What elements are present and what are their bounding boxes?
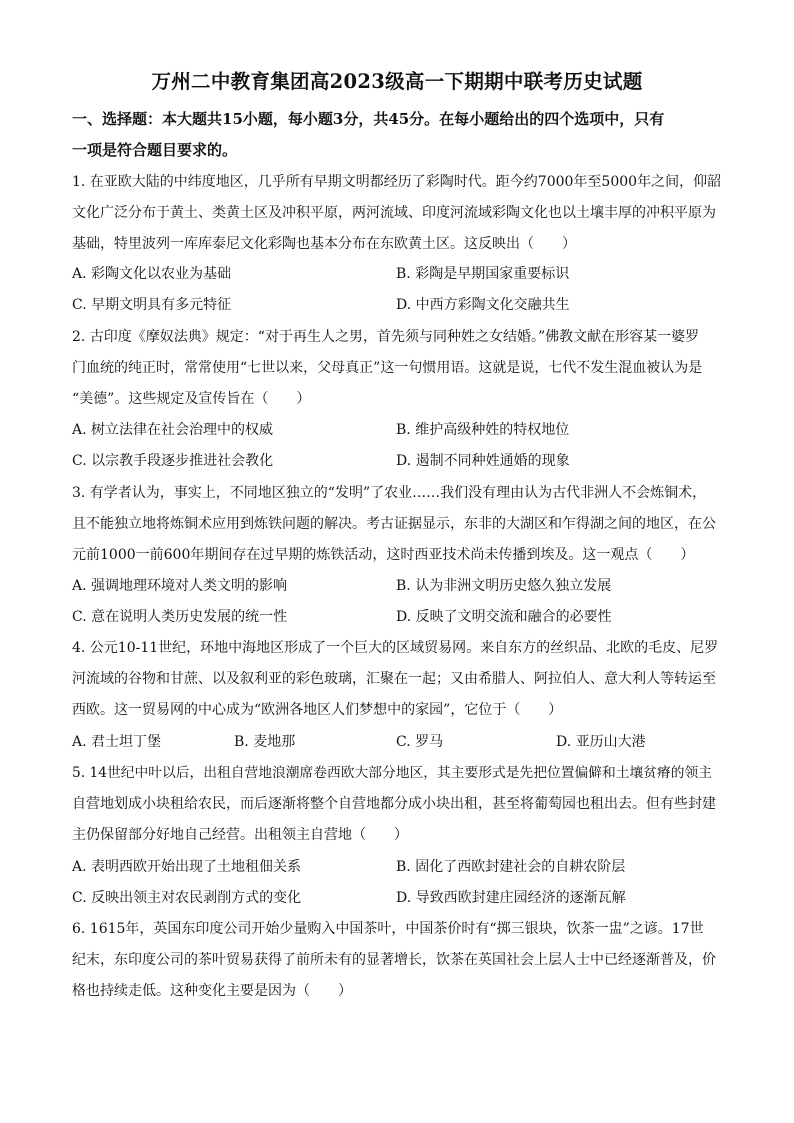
question-2-option-d: D. 遏制不同种姓通婚的现象 <box>396 453 570 469</box>
question-4-option-a: A. 君士坦丁堡 <box>72 734 162 750</box>
question-3-option-d: D. 反映了文明交流和融合的必要性 <box>396 609 612 625</box>
question-5-text-line-1: 5. 14世纪中叶以后，出租自营地浪潮席卷西欧大部分地区，其主要形式是先把位置偏僻和土壤贫瘠的领主 <box>72 765 712 781</box>
question-1-option-a: A. 彩陶文化以农业为基础 <box>72 266 232 282</box>
question-2-option-a: A. 树立法律在社会治理中的权威 <box>72 422 274 438</box>
question-6-text-line-1: 6. 1615年，英国东印度公司开始少量购入中国茶叶，中国茶价时有“掷三银块，饮茶一盅”之谚。17世 <box>72 921 704 937</box>
question-1-option-d: D. 中西方彩陶文化交融共生 <box>396 297 570 313</box>
question-3-option-b: B. 认为非洲文明历史悠久独立发展 <box>396 578 612 594</box>
question-4-text-line-1: 4. 公元10-11世纪，环地中海地区形成了一个巨大的区域贸易网。来自东方的丝织品、北欧的毛皮、尼罗 <box>72 640 719 656</box>
question-1-text-line-3: 基础，特里波列一库库泰尼文化彩陶也基本分布在东欧黄土区。这反映出（ ） <box>72 236 576 252</box>
question-1-option-c: C. 早期文明具有多元特征 <box>72 297 232 313</box>
question-5-text-line-3: 主仍保留部分好地自己经营。出租领主自营地（ ） <box>72 827 408 843</box>
question-4-option-d: D. 亚历山大港 <box>556 734 646 750</box>
question-2-option-c: C. 以宗教手段逐步推进社会教化 <box>72 453 274 469</box>
question-5-text-line-2: 自营地划成小块租给农民，而后逐渐将整个自营地都分成小块出租，甚至将葡萄园也租出去。但有些封建 <box>72 796 716 812</box>
question-2-option-b: B. 维护高级种姓的特权地位 <box>396 422 570 438</box>
question-4-option-b: B. 麦地那 <box>234 734 296 750</box>
exam-title: 万州二中教育集团高2023级高一下期期中联考历史试题 <box>151 70 643 93</box>
question-5-option-a: A. 表明西欧开始出现了土地租佃关系 <box>72 859 302 875</box>
question-3-text-line-1: 3. 有学者认为，事实上，不同地区独立的“发明”了农业……我们没有理由认为古代非洲人不会炼铜术， <box>72 485 707 501</box>
question-4-text-line-2: 河流域的谷物和甘蔗、以及叙利亚的彩色玻璃，汇聚在一起；又由希腊人、阿拉伯人、意大利人等转运至 <box>72 671 716 687</box>
question-6-text-line-2: 纪末，东印度公司的茶叶贸易获得了前所未有的显著增长，饮茶在英国社会上层人士中已经逐渐普及，价 <box>72 952 716 968</box>
question-1-text-line-2: 文化广泛分布于黄土、类黄土区及冲积平原，两河流域、印度河流域彩陶文化也以土壤丰厚的冲积平原为 <box>72 205 716 221</box>
question-5-option-c: C. 反映出领主对农民剥削方式的变化 <box>72 890 302 906</box>
question-3-option-c: C. 意在说明人类历史发展的统一性 <box>72 609 288 625</box>
question-1-text-line-1: 1. 在亚欧大陆的中纬度地区，几乎所有早期文明都经历了彩陶时代。距今约7000年至5000年之间，仰韶 <box>72 174 722 190</box>
question-5-option-b: B. 固化了西欧封建社会的自耕农阶层 <box>396 859 626 875</box>
question-1-option-b: B. 彩陶是早期国家重要标识 <box>396 266 570 282</box>
question-5-option-d: D. 导致西欧封建庄园经济的逐渐瓦解 <box>396 890 626 906</box>
question-3-option-a: A. 强调地理环境对人类文明的影响 <box>72 578 288 594</box>
question-2-text-line-3: “美德”。这些规定及宣传旨在（ ） <box>72 391 311 407</box>
question-2-text-line-1: 2. 古印度《摩奴法典》规定：“对于再生人之男，首先须与同种姓之女结婚。”佛教文献在形容某一婆罗 <box>72 329 700 345</box>
question-4-text-line-3: 西欧。这一贸易网的中心成为“欧洲各地区人们梦想中的家园”，它位于（ ） <box>72 702 563 718</box>
question-3-text-line-3: 元前1000一前600年期间存在过早期的炼铁活动，这时西亚技术尚未传播到埃及。这一观点（ ） <box>72 547 695 563</box>
question-4-option-c: C. 罗马 <box>396 734 444 750</box>
question-3-text-line-2: 且不能独立地将炼铜术应用到炼铁问题的解决。考古证据显示，东非的大湖区和乍得湖之间的地区，在公 <box>72 516 716 532</box>
section-instruction-line-2: 一项是符合题目要求的。 <box>72 141 238 159</box>
question-2-text-line-2: 门血统的纯正时，常常使用“七世以来，父母真正”这一句惯用语。这就是说，七代不发生混血被认为是 <box>72 360 703 376</box>
section-instruction-line-1: 一、选择题：本大题共15小题，每小题3分，共45分。在每小题给出的四个选项中，只有 <box>72 110 665 128</box>
question-6-text-line-3: 格也持续走低。这种变化主要是因为（ ） <box>72 983 352 999</box>
